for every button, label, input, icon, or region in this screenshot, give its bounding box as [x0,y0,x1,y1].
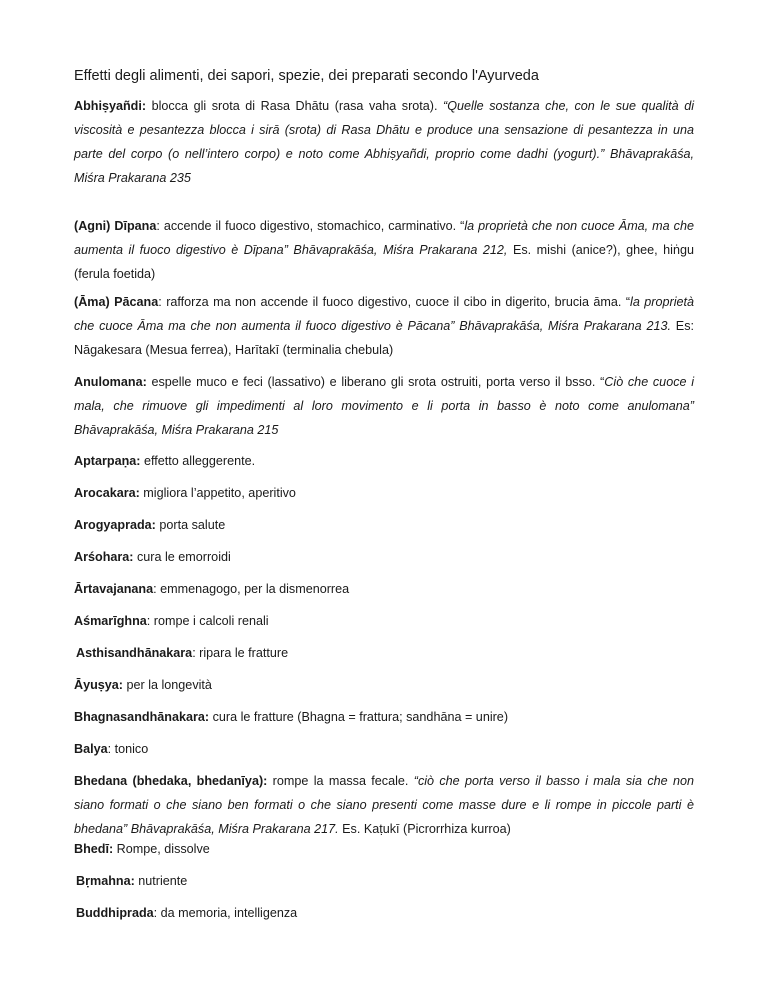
entry-balya [74,737,694,761]
entry-text: espelle muco e feci (lassativo) e liberano gli srota ostruiti, porta verso il bsso. “ [146,375,605,389]
entry-quote: Ciò che cuoce i mala, che rimuove gli impedimenti al loro movimento e li porta in basso è noto come anulomana” Bhāvaprakāśa, Miśra Prakarana 215 [74,375,694,437]
entry-text: per la longevità [123,678,212,692]
entry-text: : da memoria, intelligenza [153,906,298,920]
entry-term: (Āma) Pācana [74,295,159,309]
entry-ayusya [74,673,694,697]
entry-text: migliora l’appetito, aperitivo [139,486,296,500]
entry-term: Bṛmahna: [76,874,135,888]
entry-tail: Es. Kaṭukī (Picrorrhiza kurroa) [338,822,511,836]
entry-arsohara [74,545,694,569]
entry-text: nutriente [134,874,188,888]
entry-term: Arśohara: [74,550,134,564]
entry-term: Anulomana: [74,375,147,389]
entry-term: Asthisandhānakara [76,646,193,660]
entry-asmarighna [74,609,694,633]
entry-text: cura le fratture (Bhagna = frattura; sandhāna = unire) [209,710,509,724]
entry-quote: la proprietà che cuoce Āma ma che non aumenta il fuoco digestivo è Pācana” Bhāvaprakāśa, Miśra Prakarana 213. [74,295,694,333]
entry-bhagnasandhanakara [74,705,694,729]
entry-quote: “Quelle sostanza che, con le sue qualità di viscosità e pesantezza blocca i sirā (srota) di Rasa Dhātu e produce una sensazione di pesantezza in una parte del corpo (o nell’intero corpo) e noto come Abhiṣyañdi, proprio come dadhi (yogurt).” Bhāvaprakāśa, Miśra Prakarana 235 [74,99,694,185]
entry-abhisyandi [74,94,694,190]
entry-text: cura le emorroidi [133,550,231,564]
entry-dipana [74,214,694,286]
entry-anulomana [74,370,694,442]
entry-buddhiprada [76,901,696,925]
entry-text: porta salute [155,518,226,532]
entry-tail: Es. mishi (anice?), ghee, hiṅgu (ferula foetida) [74,243,694,281]
entry-brmahna [76,869,696,893]
entry-text: : tonico [107,742,149,756]
entry-text: Rompe, dissolve [113,842,210,856]
entry-pacana [74,290,694,362]
entry-text: : emmenagogo, per la dismenorrea [153,582,350,596]
entry-artavajanana [74,577,694,601]
entry-term: Bhedana (bhedaka, bhedanīya): [74,774,268,788]
entry-text: effetto alleggerente. [140,454,256,468]
entry-tail: Es: Nāgakesara (Mesua ferrea), Harītakī (terminalia chebula) [74,319,694,357]
entry-term: Āyuṣya: [74,678,123,692]
entry-text: : ripara le fratture [192,646,289,660]
entry-asthisandhanakara [76,641,696,665]
entry-term: Abhiṣyañdi: [74,99,147,113]
entry-quote: la proprietà che non cuoce Āma, ma che aumenta il fuoco digestivo è Dīpana” Bhāvaprakāśa, Miśra Prakarana 212, [74,219,694,257]
entry-text: blocca gli srota di Rasa Dhātu (rasa vaha srota). [146,99,444,113]
entry-text: : rafforza ma non accende il fuoco digestivo, cuoce il cibo in digerito, brucia āma. “ [158,295,631,309]
entry-term: Aptarpaṇa: [74,454,141,468]
entry-arogyaprada [74,513,694,537]
entry-aptarpana [74,449,694,473]
entry-bhedi [74,837,694,861]
document-title: Effetti degli alimenti, dei sapori, spezie, dei preparati secondo l'Ayurveda [74,68,539,84]
entry-term: Arocakara: [74,486,140,500]
entry-quote: “ciò che porta verso il basso i mala sia che non siano formati o che siano ben formati o che siano presenti come masse dure e li rompe in piccole parti è bhedana” Bhāvaprakāśa, Miśra Prakarana 217. [74,774,694,836]
entry-term: (Agni) Dīpana [74,219,157,233]
entry-text: rompe la massa fecale. [267,774,414,788]
entry-term: Buddhiprada [76,906,154,920]
entry-term: Bhedī: [74,842,114,856]
entry-term: Balya [74,742,108,756]
entry-term: Bhagnasandhānakara: [74,710,210,724]
entry-text: : rompe i calcoli renali [146,614,269,628]
entry-term: Ārtavajanana [74,582,154,596]
entry-arocakara [74,481,694,505]
entry-text: : accende il fuoco digestivo, stomachico, carminativo. “ [156,219,465,233]
entry-bhedana [74,769,694,841]
entry-term: Arogyaprada: [74,518,156,532]
entry-term: Aśmarīghna [74,614,147,628]
